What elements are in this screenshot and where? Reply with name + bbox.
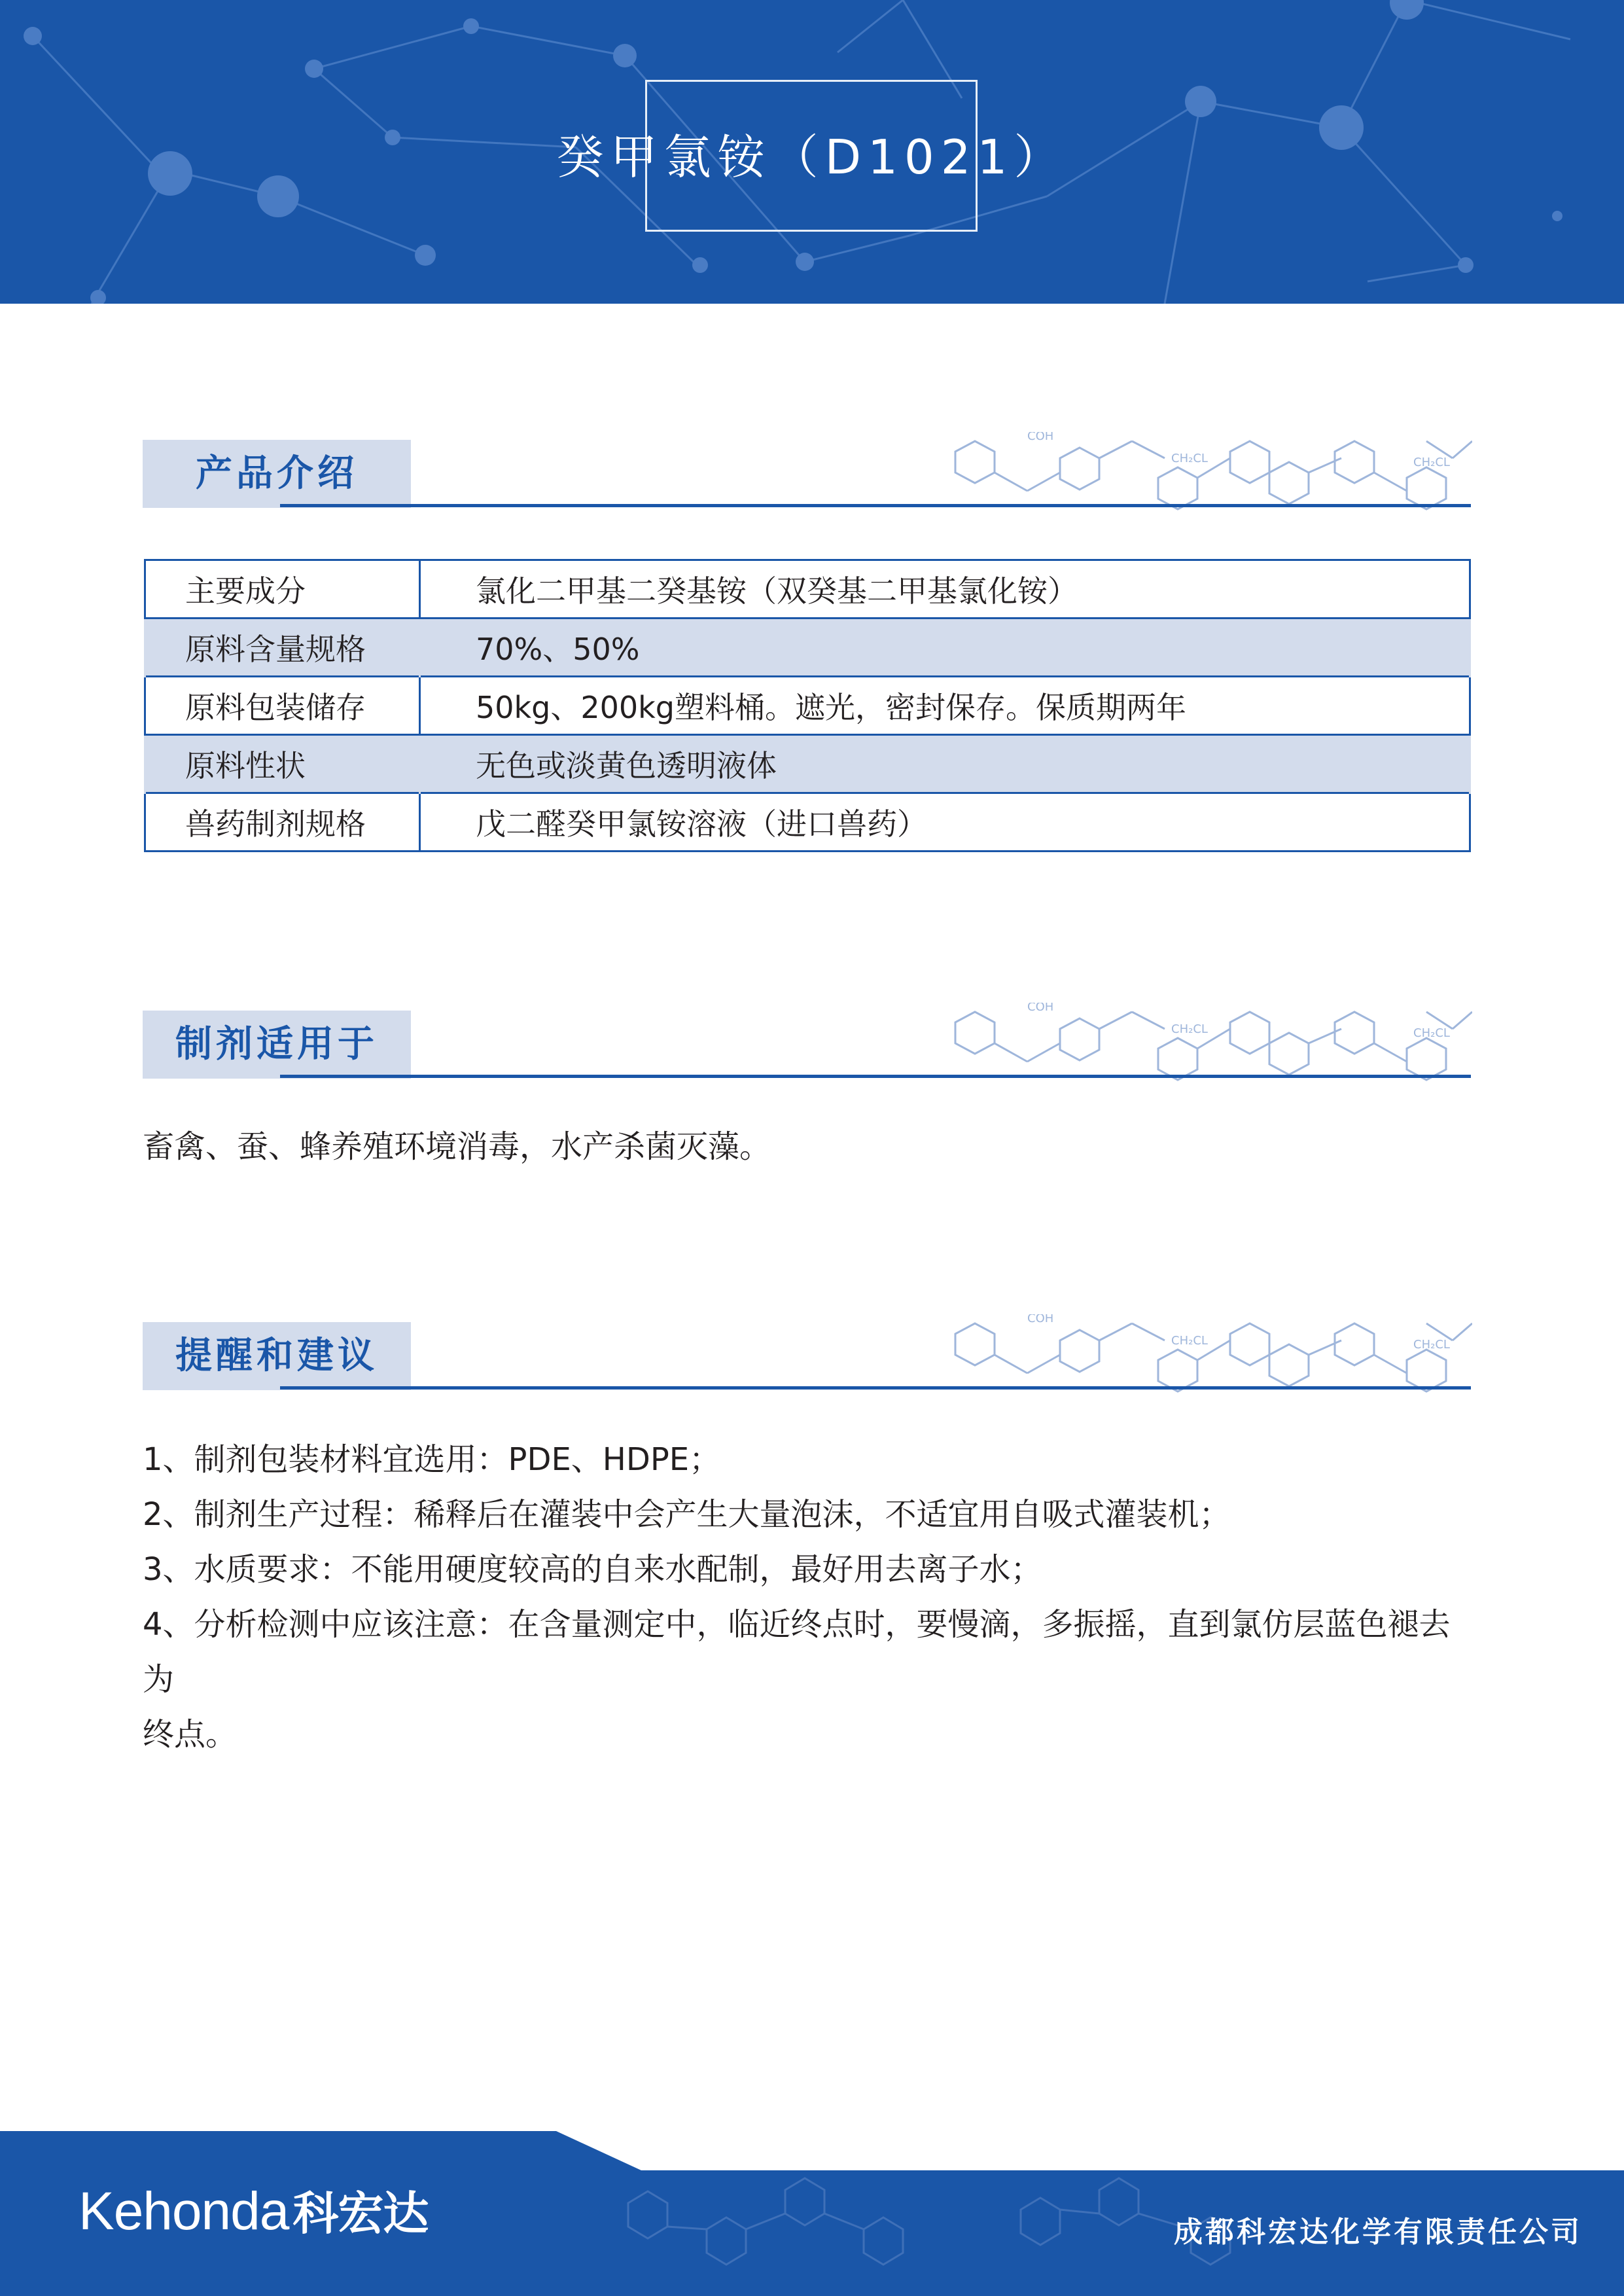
section-tab	[143, 1011, 411, 1079]
molecule-decoration-icon	[936, 432, 1472, 511]
list-item: 4、分析检测中应该注意：在含量测定中，临近终点时，要慢滴，多振摇，直到氯仿层蓝色褪去为	[143, 1606, 1451, 1698]
table-row	[145, 560, 1470, 619]
section-header-tips	[143, 1314, 1471, 1390]
section-title: 提醒和建议	[175, 1335, 378, 1377]
section-title: 产品介绍	[196, 452, 358, 495]
table-row	[145, 735, 1470, 793]
spec-key: 原料含量规格	[145, 619, 420, 677]
list-item: 3、水质要求：不能用硬度较高的自来水配制，最好用去离子水；	[143, 1551, 1042, 1588]
company-name: 成都科宏达化学有限责任公司	[1174, 2215, 1582, 2249]
list-item: 1、制剂包装材料宜选用：PDE、HDPE；	[143, 1441, 721, 1478]
section-rule	[280, 1386, 1471, 1390]
svg-text:CH₂CL: CH₂CL	[1171, 1334, 1208, 1348]
tips-list	[143, 1432, 1477, 1762]
section-rule	[280, 1075, 1471, 1078]
spec-key: 原料性状	[145, 735, 420, 793]
spec-value: 50kg、200kg塑料桶。遮光，密封保存。保质期两年	[420, 677, 1470, 735]
table-row	[145, 619, 1470, 677]
spec-key: 主要成分	[145, 560, 420, 619]
spec-key: 兽药制剂规格	[145, 793, 420, 852]
logo-cn: 科宏达	[292, 2188, 429, 2239]
section-header-intro	[143, 432, 1471, 508]
logo-latin: Kehonda	[79, 2181, 289, 2241]
table-row	[145, 793, 1470, 852]
table-row	[145, 677, 1470, 735]
molecule-decoration-icon	[936, 1314, 1472, 1393]
section-tab	[143, 1322, 411, 1390]
svg-text:CH₂CL: CH₂CL	[1413, 1338, 1450, 1352]
section-header-usage	[143, 1003, 1471, 1079]
spec-table	[144, 559, 1471, 852]
company-logo	[79, 2177, 428, 2243]
section-title: 制剂适用于	[175, 1023, 378, 1066]
svg-text:CH₂CL: CH₂CL	[1171, 1022, 1208, 1036]
spec-key: 原料包装储存	[145, 677, 420, 735]
section-rule	[280, 504, 1471, 507]
page-title: 癸甲氯铵（D1021）	[556, 130, 1068, 185]
list-item: 2、制剂生产过程：稀释后在灌装中会产生大量泡沫，不适宜用自吸式灌装机；	[143, 1496, 1231, 1533]
svg-text:CH₂CL: CH₂CL	[1413, 456, 1450, 469]
spec-value: 氯化二甲基二癸基铵（双癸基二甲基氯化铵）	[420, 560, 1470, 619]
svg-text:COH: COH	[1027, 1003, 1054, 1014]
section-tab	[143, 440, 411, 508]
spec-value: 70%、50%	[420, 619, 1470, 677]
svg-text:CH₂CL: CH₂CL	[1171, 452, 1208, 465]
molecule-decoration-icon	[936, 1003, 1472, 1081]
svg-text:COH: COH	[1027, 1314, 1054, 1325]
spec-value: 无色或淡黄色透明液体	[420, 735, 1470, 793]
svg-text:CH₂CL: CH₂CL	[1413, 1026, 1450, 1040]
usage-text: 畜禽、蚕、蜂养殖环境消毒，水产杀菌灭藻。	[143, 1128, 771, 1165]
svg-text:COH: COH	[1027, 432, 1054, 443]
list-item: 终点。	[143, 1716, 238, 1753]
spec-value: 戊二醛癸甲氯铵溶液（进口兽药）	[420, 793, 1470, 852]
